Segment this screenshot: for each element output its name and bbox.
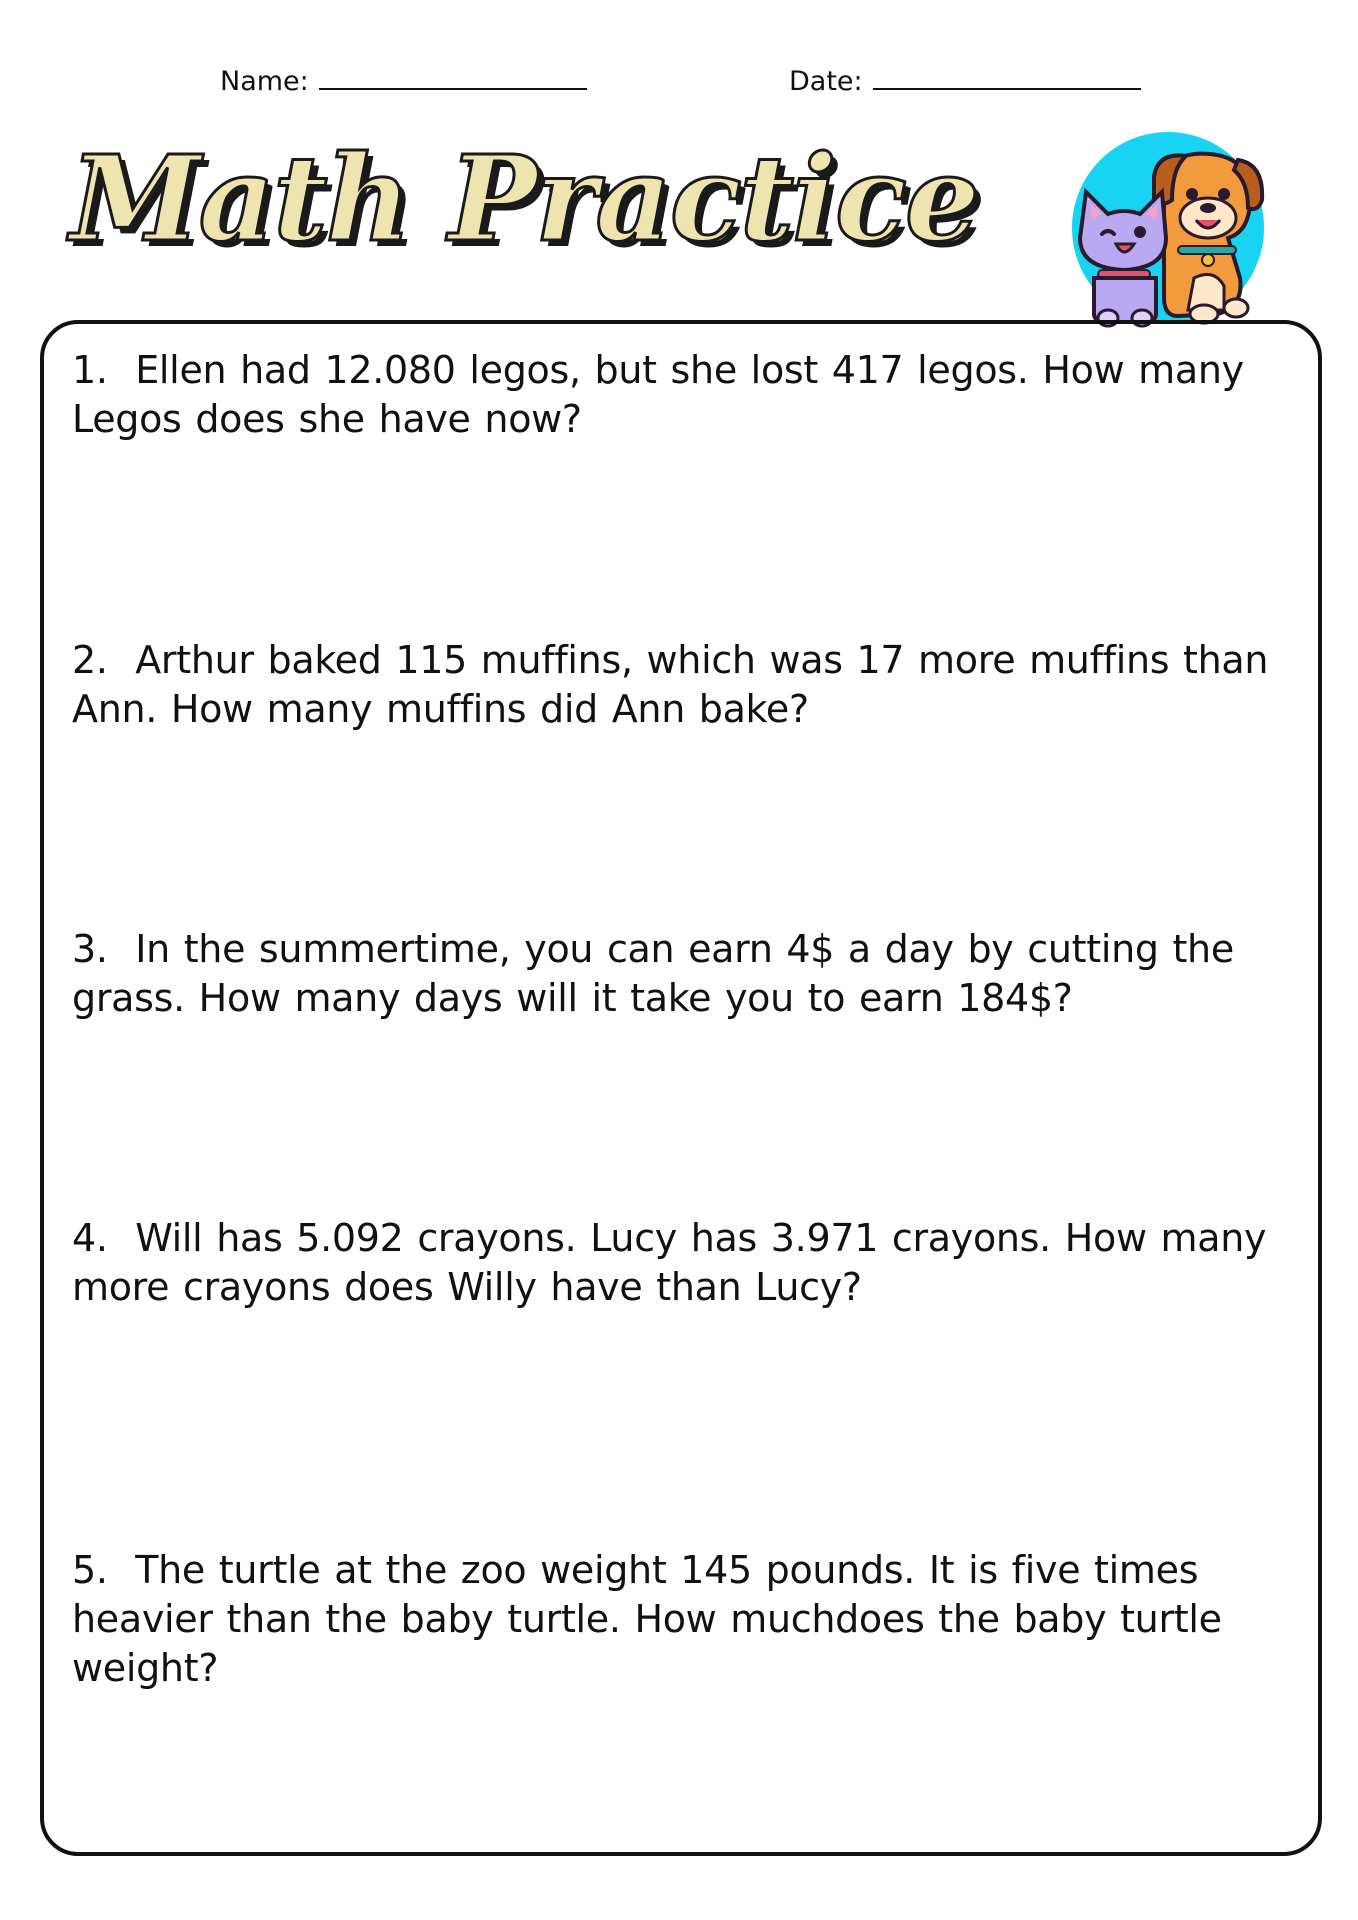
date-blank-line[interactable] (873, 62, 1141, 90)
question-text: Ellen had 12.080 legos, but she lost 417 legos. How many Legos does she have now? (72, 348, 1244, 441)
question-5 (72, 1546, 1302, 1693)
question-number: 3. (72, 927, 108, 971)
question-text: Arthur baked 115 muffins, which was 17 more muffins than Ann. How many muffins did Ann bake? (72, 638, 1269, 731)
question-2 (72, 636, 1302, 734)
question-1 (72, 346, 1302, 444)
question-text: The turtle at the zoo weight 145 pounds. It is five times heavier than the baby turtle. How muchdoes the baby turtle weight? (72, 1548, 1222, 1690)
name-blank-line[interactable] (319, 62, 587, 90)
date-field[interactable] (789, 62, 1141, 97)
date-label: Date: (789, 66, 863, 97)
question-text: Will has 5.092 crayons. Lucy has 3.971 crayons. How many more crayons does Willy have than Lucy? (72, 1216, 1267, 1309)
cat-and-dog-icon (1068, 128, 1268, 332)
question-number: 4. (72, 1216, 108, 1260)
page-title: Math Practice (70, 129, 978, 268)
question-text: In the summertime, you can earn 4$ a day by cutting the grass. How many days will it take you to earn 184$? (72, 927, 1234, 1020)
question-number: 1. (72, 348, 108, 392)
name-field[interactable] (220, 62, 587, 97)
question-number: 2. (72, 638, 108, 682)
question-3 (72, 925, 1302, 1023)
question-4 (72, 1214, 1302, 1312)
question-number: 5. (72, 1548, 108, 1592)
name-label: Name: (220, 66, 309, 97)
